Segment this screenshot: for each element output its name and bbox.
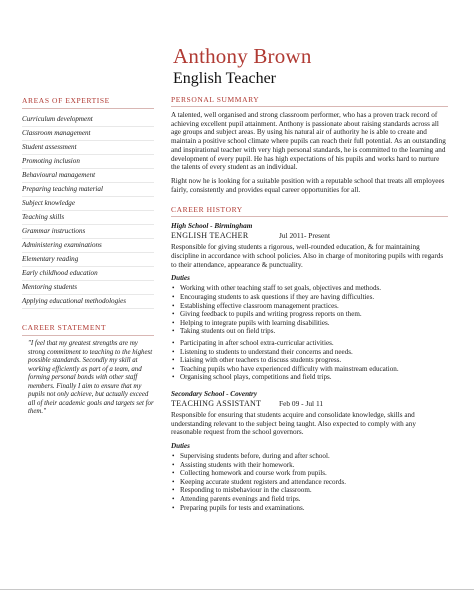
candidate-name: Anthony Brown xyxy=(173,44,312,68)
duty-item: • Taking students out on field trips. xyxy=(171,327,448,336)
duty-item: • Supervising students before, during and after school. xyxy=(171,452,448,461)
expertise-item: Elementary reading xyxy=(22,253,154,267)
duty-item: • Attending parents evenings and field trips. xyxy=(171,495,448,504)
expertise-divider xyxy=(22,108,154,109)
job-employer: High School - Birmingham xyxy=(171,222,253,231)
duty-item: • Giving feedback to pupils and writing progress reports on them. xyxy=(171,310,448,319)
candidate-role: English Teacher xyxy=(173,70,276,87)
duties-list xyxy=(171,339,448,382)
expertise-item: Curriculum development xyxy=(22,113,154,127)
duty-item: • Working with other teaching staff to set goals, objectives and methods. xyxy=(171,284,448,293)
duty-item: • Encouraging students to ask questions if they are having difficulties. xyxy=(171,293,448,302)
expertise-item: Subject knowledge xyxy=(22,197,154,211)
career-statement xyxy=(22,323,154,417)
expertise-item: Early childhood education xyxy=(22,267,154,281)
expertise-item: Teaching skills xyxy=(22,211,154,225)
job-title: ENGLISH TEACHER xyxy=(171,231,249,241)
expertise-item: Promoting inclusion xyxy=(22,155,154,169)
summary-paragraph: Right now he is looking for a suitable position with a reputable school that treats all employees fairly, consistently and provides equal career opportunities for all. xyxy=(171,176,445,194)
career-statement-heading: CAREER STATEMENT xyxy=(22,323,107,332)
expertise-item: Administering examinations xyxy=(22,239,154,253)
summary-paragraph: A talented, well organised and strong classroom performer, who has a proven track record of achieving excellent pupil attainment. Anthony is passionate about raising standards across all age groups and subject areas. By using his natural air of authority he is able to create and maintain a positive school climate where pupils can reach their full potential. As an outstanding and inspirational teacher with very high personal standards, he is committed to the learning and development of every pupil. He has high expectations of his pupils and works hard to nurture the talents of every student as an individual. xyxy=(171,111,446,172)
expertise-list xyxy=(22,113,154,309)
job-description: Responsible for ensuring that students acquire and consolidate knowledge, skills and understanding relevant to the subject being taught. Also expected to comply with any reasonable request from the school governors. xyxy=(171,410,416,437)
duty-item: • Listening to students to understand their concerns and needs. xyxy=(171,348,448,357)
duty-item: • Participating in after school extra-curricular activities. xyxy=(171,339,448,348)
expertise-item: Classroom management xyxy=(22,127,154,141)
duty-item: • Assisting students with their homework. xyxy=(171,461,448,470)
job-description: Responsible for giving students a rigorous, well-rounded education, & for maintaining discipline in accordance with school policies. Also in charge of monitoring pupils with regards to their attendance, appearance & punctuality. xyxy=(171,243,444,269)
job-dates: Feb 09 - Jul 11 xyxy=(279,398,324,408)
expertise-item: Student assessment xyxy=(22,141,154,155)
expertise-item: Grammar instructions xyxy=(22,225,154,239)
duty-item: • Liaising with other teachers to discuss students progress. xyxy=(171,356,448,365)
career-history xyxy=(171,205,448,512)
duty-item: • Keeping accurate student registers and attendance records. xyxy=(171,478,448,487)
expertise-heading: AREAS OF EXPERTISE xyxy=(22,96,110,105)
job-employer: Secondary School - Coventry xyxy=(171,389,258,398)
job-entry xyxy=(171,222,448,382)
job-title-line xyxy=(171,399,448,409)
duty-item: • Organising school plays, competitions and field trips. xyxy=(171,373,448,382)
left-column xyxy=(22,96,154,417)
duties-label: Duties xyxy=(171,442,190,451)
duty-item: • Teaching pupils who have experienced difficulty with mainstream education. xyxy=(171,365,448,374)
expertise-item: Applying educational methodologies xyxy=(22,295,154,309)
duties-label: Duties xyxy=(171,274,190,283)
right-column xyxy=(171,95,448,512)
history-divider xyxy=(171,216,448,217)
expertise-item: Behavioural management xyxy=(22,169,154,183)
duty-item: • Collecting homework and course work from pupils. xyxy=(171,469,448,478)
duties-list xyxy=(171,452,448,512)
expertise-item: Mentoring students xyxy=(22,281,154,295)
expertise-item: Preparing teaching material xyxy=(22,183,154,197)
duties-list xyxy=(171,284,448,336)
duty-item: • Responding to misbehaviour in the classroom. xyxy=(171,486,448,495)
career-statement-divider xyxy=(22,335,154,336)
summary-heading: PERSONAL SUMMARY xyxy=(171,95,260,104)
history-heading: CAREER HISTORY xyxy=(171,205,243,215)
job-entry xyxy=(171,390,448,512)
duty-item: • Preparing pupils for tests and examinations. xyxy=(171,504,448,513)
summary-divider xyxy=(171,106,448,107)
duty-item: • Establishing effective classroom management practices. xyxy=(171,302,448,311)
job-title-line xyxy=(171,231,448,241)
career-statement-text: "I feel that my greatest strengths are my strong commitment to teaching to the highest possible standards. Secondly my skill at working efficiently as part of a team, and forming personal bonds with other staff members. Finally I aim to ensure that my pupils not only achieve, but actually exceed all of their academic goals and targets set for them." xyxy=(28,340,154,415)
job-dates: Jul 2011- Present xyxy=(279,231,331,241)
job-title: TEACHING ASSISTANT xyxy=(171,398,262,408)
duty-item: • Helping to integrate pupils with learning disabilities. xyxy=(171,319,448,328)
